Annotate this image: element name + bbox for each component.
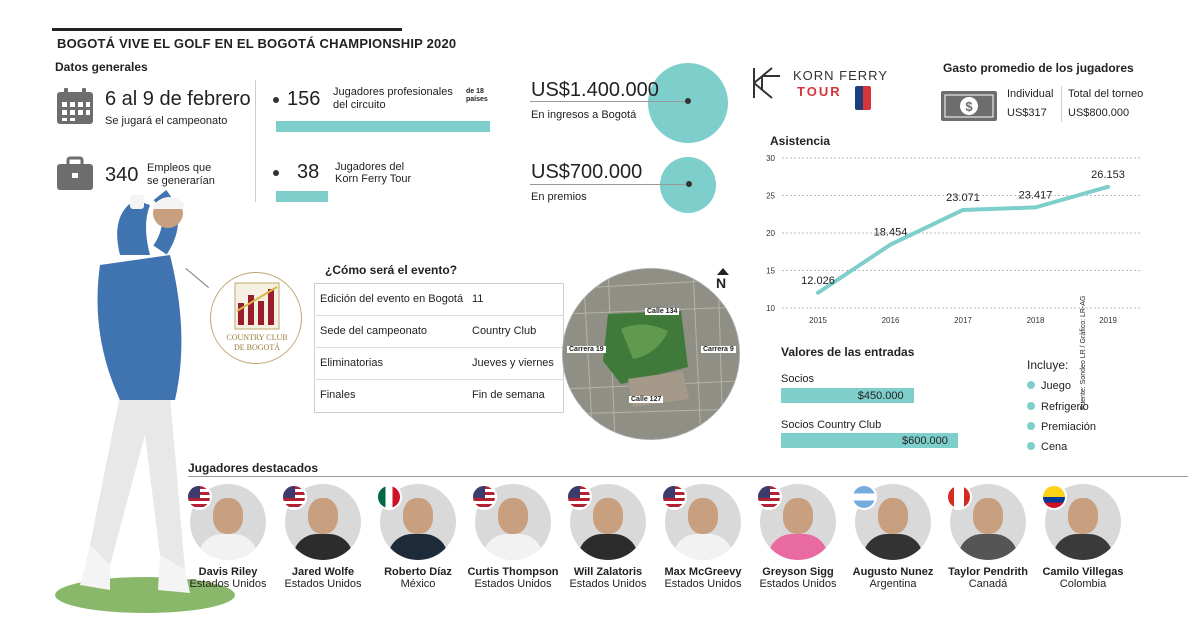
player-country: Canadá	[968, 578, 1008, 590]
attendance-title: Asistencia	[770, 134, 831, 148]
player-shirt	[388, 534, 448, 560]
usa-flag-icon	[661, 484, 687, 510]
players-bar	[276, 121, 490, 132]
mexico-flag-icon	[376, 484, 402, 510]
player-name: Max McGreevy	[664, 566, 742, 578]
x-tick-label: 2019	[1099, 316, 1117, 325]
data-label: 26.153	[1091, 168, 1125, 181]
player-country: México	[400, 578, 436, 590]
y-tick-label: 30	[766, 154, 775, 163]
player-shirt	[293, 534, 353, 560]
pga-tour-logo-icon	[855, 86, 871, 110]
income-label: En ingresos a Bogotá	[531, 109, 637, 121]
player-card	[180, 484, 276, 590]
y-tick-label: 25	[766, 191, 775, 201]
player-name: Augusto Nunez	[852, 566, 934, 578]
player-country: Estados Unidos	[189, 578, 267, 590]
player-country: Estados Unidos	[284, 578, 362, 590]
individual-value: US$317	[1007, 107, 1047, 119]
korn-players-label-2: Korn Ferry Tour	[335, 173, 412, 185]
map-label-calle-134: Calle 134	[647, 308, 678, 315]
divider	[1061, 86, 1062, 122]
player-card	[275, 484, 371, 590]
prize-dot	[686, 181, 692, 187]
player-face	[213, 498, 243, 534]
total-value: US$800.000	[1068, 107, 1130, 119]
player-country: Colombia	[1059, 578, 1107, 590]
jobs-label-2: se generarían	[147, 175, 215, 187]
country-club-name-1: COUNTRY CLUB	[226, 333, 288, 342]
data-label: 12.026	[801, 274, 835, 287]
player-face	[498, 498, 528, 534]
colombia-flag-icon	[1041, 484, 1067, 510]
player-shirt	[673, 534, 733, 560]
y-tick-label: 15	[766, 266, 775, 276]
source-note: Fuente: Sondeo LR / Gráfico: LR-AG	[1080, 295, 1087, 410]
table-row: Eliminatorias Jueves y viernes	[320, 357, 554, 369]
player-name: Davis Riley	[198, 566, 258, 578]
usa-flag-icon	[186, 484, 212, 510]
usa-flag-icon	[471, 484, 497, 510]
data-label: 18.454	[873, 226, 908, 239]
player-name: Camilo Villegas	[1042, 566, 1124, 578]
player-shirt	[958, 534, 1018, 560]
x-tick-label: 2016	[881, 316, 900, 325]
korn-players-bar	[276, 191, 328, 202]
table-row: Sede del campeonato Country Club	[320, 325, 537, 337]
aerial-map	[562, 268, 740, 440]
north-indicator: N	[716, 268, 729, 291]
country-club-name-2: DE BOGOTÁ	[234, 343, 280, 352]
player-name: Greyson Sigg	[762, 566, 834, 578]
teal-dot-icon	[1027, 422, 1035, 430]
table-row: Edición del evento en Bogotá 11	[320, 293, 484, 305]
country-club-logo	[210, 272, 302, 364]
usa-flag-icon	[566, 484, 592, 510]
y-tick-label: 10	[766, 304, 775, 313]
players-value: 156	[287, 88, 321, 110]
player-name: Jared Wolfe	[291, 566, 355, 578]
countries-note-1: de 18	[466, 88, 484, 95]
svg-text:$: $	[965, 99, 973, 114]
player-card	[560, 484, 656, 590]
player-name: Curtis Thompson	[467, 566, 559, 578]
data-point	[816, 291, 820, 295]
usa-flag-icon	[281, 484, 307, 510]
player-country: Estados Unidos	[474, 578, 552, 590]
player-face	[593, 498, 623, 534]
bullet	[273, 170, 279, 176]
player-card	[370, 484, 466, 590]
map-label-carrera-19: Carrera 19	[569, 346, 604, 353]
player-country: Estados Unidos	[759, 578, 837, 590]
player-country: Estados Unidos	[664, 578, 742, 590]
player-face	[878, 498, 908, 534]
korn-players-value: 38	[297, 161, 320, 183]
includes-item: Cena	[1027, 441, 1067, 454]
players-heading: Jugadores destacados	[188, 461, 319, 475]
player-country: Argentina	[869, 578, 917, 590]
canada-flag-icon	[946, 484, 972, 510]
teal-dot-icon	[1027, 381, 1035, 389]
attendance-chart	[760, 150, 1145, 330]
tickets-title: Valores de las entradas	[781, 345, 915, 359]
prize-leader	[530, 184, 690, 185]
bullet	[273, 97, 279, 103]
income-value: US$1.400.000	[531, 79, 659, 101]
player-face	[688, 498, 718, 534]
teal-dot-icon	[1027, 402, 1035, 410]
x-tick-label: 2015	[809, 316, 827, 325]
player-card	[845, 484, 941, 590]
players-rule	[188, 476, 1188, 477]
table-row: Finales Fin de semana	[320, 389, 545, 401]
usa-flag-icon	[756, 484, 782, 510]
dates-value: 6 al 9 de febrero	[105, 88, 251, 110]
korn-ferry-logo-text: KORN FERRY	[793, 68, 888, 83]
data-label: 23.071	[946, 191, 980, 204]
player-card	[940, 484, 1036, 590]
player-face	[973, 498, 1003, 534]
player-card	[465, 484, 561, 590]
includes-item: Refrigerio	[1027, 401, 1089, 414]
total-label: Total del torneo	[1068, 88, 1144, 100]
spending-heading: Gasto promedio de los jugadores	[943, 61, 1134, 75]
map-label-carrera-9: Carrera 9	[703, 346, 734, 353]
ticket-label-socios: Socios	[781, 373, 815, 385]
ticket-value-socios: $450.000	[857, 390, 904, 402]
jobs-label-1: Empleos que	[147, 162, 212, 174]
north-arrow-icon	[717, 268, 729, 275]
title-rule	[52, 28, 402, 31]
player-name: Taylor Pendrith	[948, 566, 1028, 578]
calendar-icon	[55, 86, 95, 126]
includes-heading: Incluye:	[1027, 358, 1069, 372]
player-face	[783, 498, 813, 534]
players-label-1: Jugadores profesionales	[333, 86, 453, 98]
player-shirt	[863, 534, 923, 560]
divider	[255, 80, 256, 202]
player-shirt	[578, 534, 638, 560]
data-label: 23.417	[1018, 189, 1053, 202]
player-shirt	[198, 534, 258, 560]
players-label-2: del circuito	[333, 99, 386, 111]
argentina-flag-icon	[851, 484, 877, 510]
teal-dot-icon	[1027, 442, 1035, 450]
x-tick-label: 2018	[1026, 316, 1045, 325]
country-club-emblem-icon	[233, 281, 281, 331]
data-point	[961, 208, 965, 212]
korn-players-label-1: Jugadores del	[335, 161, 405, 173]
player-country: Estados Unidos	[569, 578, 647, 590]
includes-item: Premiación	[1027, 421, 1096, 434]
player-card	[655, 484, 751, 590]
data-point	[1106, 185, 1110, 189]
event-heading: ¿Cómo será el evento?	[325, 263, 458, 277]
x-tick-label: 2017	[954, 316, 972, 325]
player-shirt	[1053, 534, 1113, 560]
data-point	[889, 243, 893, 247]
player-card	[1035, 484, 1131, 590]
korn-ferry-logo-icon	[750, 66, 784, 100]
income-dot	[685, 98, 691, 104]
ticket-value-country: $600.000	[902, 435, 948, 447]
money-bill-icon	[940, 90, 998, 122]
player-name: Roberto Díaz	[384, 566, 452, 578]
player-name: Will Zalatoris	[573, 566, 643, 578]
player-face	[1068, 498, 1098, 534]
player-face	[403, 498, 433, 534]
prize-label: En premios	[531, 191, 587, 203]
prize-value: US$700.000	[531, 161, 643, 183]
individual-label: Individual	[1007, 88, 1054, 100]
player-shirt	[483, 534, 543, 560]
map-label-calle-127: Calle 127	[631, 396, 662, 403]
ticket-label-country: Socios Country Club	[781, 419, 882, 431]
jobs-value: 340	[105, 164, 139, 186]
countries-note-2: países	[466, 96, 488, 103]
player-face	[308, 498, 338, 534]
player-shirt	[768, 534, 828, 560]
data-point	[1034, 205, 1038, 209]
y-tick-label: 20	[766, 229, 775, 238]
includes-item: Juego	[1027, 380, 1071, 393]
tour-logo-text: TOUR	[797, 84, 842, 99]
page-title: BOGOTÁ VIVE EL GOLF EN EL BOGOTÁ CHAMPIONSHIP 2020	[57, 36, 457, 51]
general-heading: Datos generales	[55, 60, 148, 74]
dates-label: Se jugará el campeonato	[105, 115, 228, 127]
player-card	[750, 484, 846, 590]
